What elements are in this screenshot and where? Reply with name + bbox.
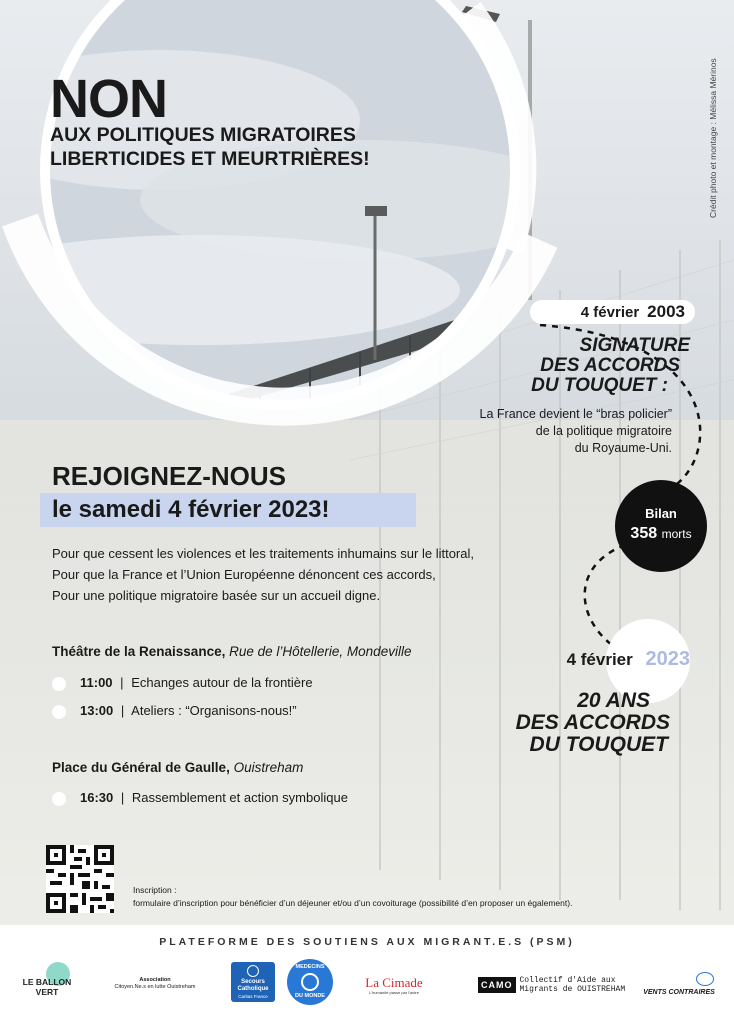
inscription [133,884,572,910]
bullet-dot [52,677,66,691]
event-sep: | [120,790,125,805]
logo-medecins-du-monde: MEDECINS DU MONDE [287,959,333,1005]
date-day: 4 février [580,303,640,321]
reasons-list [52,543,474,606]
timeline-desc-2003: La France devient le “bras policier” de la politique migratoire du Royaume-Uni. [479,407,672,455]
platform-title: PLATEFORME DES SOUTIENS AUX MIGRANT.E.S (PSM) [159,936,575,948]
logo-ballon-vert: LE BALLON VERT [16,960,78,1000]
bullet-dot [52,792,66,806]
inscription-link[interactable]: formulaire d’inscription pour bénéficier d’un déjeuner et/ou d’un covoiturage (possibilité d’en proposer un également). [133,898,573,908]
inscription-label: Inscription : [133,885,177,895]
event-sep: | [120,675,124,690]
timeline-date-2003 [530,300,695,324]
timeline-date-2023 [500,648,690,671]
logo-camo: CAMO Collectif d'Aide aux Migrants de OUISTREHAM [478,972,628,998]
reason-item: Pour que la France et l’Union Européenne dénoncent ces accords, [52,567,436,582]
event-label: Echanges autour de la frontière [131,675,313,690]
date-year: 2023 [645,648,690,670]
timeline-title-2003: SIGNATURE DES ACCORDS DU TOUQUET : [531,335,690,396]
venue-address: Rue de l’Hôtellerie, Mondeville [229,644,412,659]
venue-name: Place du Général de Gaulle, [52,760,230,775]
timeline-title-2023: 20 ANS DES ACCORDS DU TOUQUET [515,689,670,756]
bilan-value: 358 [630,525,658,542]
join-date: le samedi 4 février 2023! [40,493,416,527]
bilan-unit: morts [661,527,692,541]
qr-code[interactable] [46,845,114,913]
headline-line-1: AUX POLITIQUES MIGRATOIRES [50,124,356,146]
event-row [80,675,313,690]
logo-secours-catholique: Secours Catholique Caritas France [231,962,275,1002]
event-time: 11:00 [80,675,113,690]
bilan-badge [615,480,707,572]
reason-item: Pour que cessent les violences et les traitements inhumains sur le littoral, [52,546,474,561]
headline-line-2: LIBERTICIDES ET MEURTRIÈRES! [50,148,370,170]
event-time: 13:00 [80,703,114,718]
event-time: 16:30 [80,790,114,805]
join-title: REJOIGNEZ-NOUS [52,461,287,491]
event-row [80,790,348,805]
logo-la-cimade: La Cimade L'humanité passe par l'autre [365,974,423,995]
event-label: Rassemblement et action symbolique [131,790,348,805]
event-label: Ateliers : “Organisons-nous!” [131,703,297,718]
logo-citoyen-ne-s: Association Citoyen.Ne.s en lutte Ouistreham [114,977,196,990]
event-row [80,703,297,718]
headline-non: NON [50,69,167,129]
venue-1 [52,644,411,659]
reason-item: Pour une politique migratoire basée sur un accueil digne. [52,588,381,603]
venue-name: Théâtre de la Renaissance, [52,644,226,659]
venue-address: Ouistreham [233,760,304,775]
date-year: 2003 [647,302,685,321]
logo-vents-contraires: VENTS CONTRAIRES [640,972,718,1002]
date-day: 4 février [566,650,633,669]
event-sep: | [120,703,125,718]
bilan-label: Bilan [645,506,677,521]
venue-2 [52,760,303,775]
photo-credit: Crédit photo et montage : Mélissa Mérinos [708,58,718,218]
bullet-dot [52,705,66,719]
